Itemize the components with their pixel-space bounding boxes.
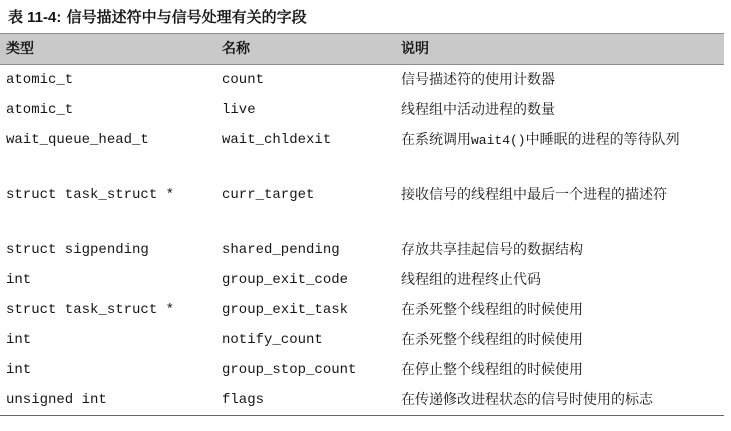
field-type: wait_queue_head_t bbox=[6, 132, 149, 148]
field-description: 信号描述符的使用计数器 bbox=[401, 72, 555, 88]
field-name: shared_pending bbox=[222, 242, 340, 258]
table-row bbox=[0, 295, 724, 325]
field-name: group_exit_code bbox=[222, 272, 349, 288]
table-caption bbox=[8, 5, 307, 29]
table-row bbox=[0, 180, 724, 235]
field-type: struct sigpending bbox=[6, 242, 149, 258]
field-description: 在杀死整个线程组的时候使用 bbox=[401, 332, 583, 348]
field-type: int bbox=[6, 362, 32, 378]
table-row bbox=[0, 95, 724, 125]
description-text: 中睡眠的进程的等待队列 bbox=[525, 132, 680, 148]
field-description: 在停止整个线程组的时候使用 bbox=[401, 362, 583, 378]
field-name: wait_chldexit bbox=[222, 132, 332, 148]
signal-fields-table bbox=[0, 33, 724, 416]
field-description: 在杀死整个线程组的时候使用 bbox=[401, 302, 583, 318]
field-description: 线程组中活动进程的数量 bbox=[401, 102, 555, 118]
table-row bbox=[0, 65, 724, 95]
table-title: 信号描述符中与信号处理有关的字段 bbox=[66, 8, 307, 26]
field-description: 接收信号的线程组中最后一个进程的描述符 bbox=[401, 187, 667, 203]
field-type: struct task_struct * bbox=[6, 302, 175, 318]
field-type: struct task_struct * bbox=[6, 187, 175, 203]
field-description: 在传递修改进程状态的信号时使用的标志 bbox=[401, 392, 653, 408]
field-name: group_stop_count bbox=[222, 362, 357, 378]
table-row bbox=[0, 325, 724, 355]
field-type: unsigned int bbox=[6, 392, 107, 408]
field-name: flags bbox=[222, 392, 265, 408]
field-name: notify_count bbox=[222, 332, 323, 348]
header-name: 名称 bbox=[222, 41, 250, 57]
table-row bbox=[0, 355, 724, 385]
description-text: 在系统调用 bbox=[401, 132, 471, 148]
table-row bbox=[0, 385, 724, 415]
field-name: count bbox=[222, 72, 265, 88]
field-type: int bbox=[6, 332, 32, 348]
field-type: atomic_t bbox=[6, 72, 74, 88]
field-description bbox=[401, 125, 723, 155]
table-row bbox=[0, 125, 724, 180]
table-row bbox=[0, 265, 724, 295]
description-code: wait4() bbox=[471, 133, 526, 148]
table-bottom-rule bbox=[0, 415, 724, 416]
field-description: 线程组的进程终止代码 bbox=[401, 272, 541, 288]
field-name: group_exit_task bbox=[222, 302, 349, 318]
header-type: 类型 bbox=[6, 41, 34, 57]
field-name: curr_target bbox=[222, 187, 315, 203]
table-row bbox=[0, 235, 724, 265]
header-description: 说明 bbox=[401, 41, 429, 57]
table-header bbox=[0, 33, 724, 65]
field-name: live bbox=[222, 102, 256, 118]
table-number: 表 11-4: bbox=[8, 9, 62, 26]
field-type: int bbox=[6, 272, 32, 288]
field-description: 存放共享挂起信号的数据结构 bbox=[401, 242, 583, 258]
field-type: atomic_t bbox=[6, 102, 74, 118]
